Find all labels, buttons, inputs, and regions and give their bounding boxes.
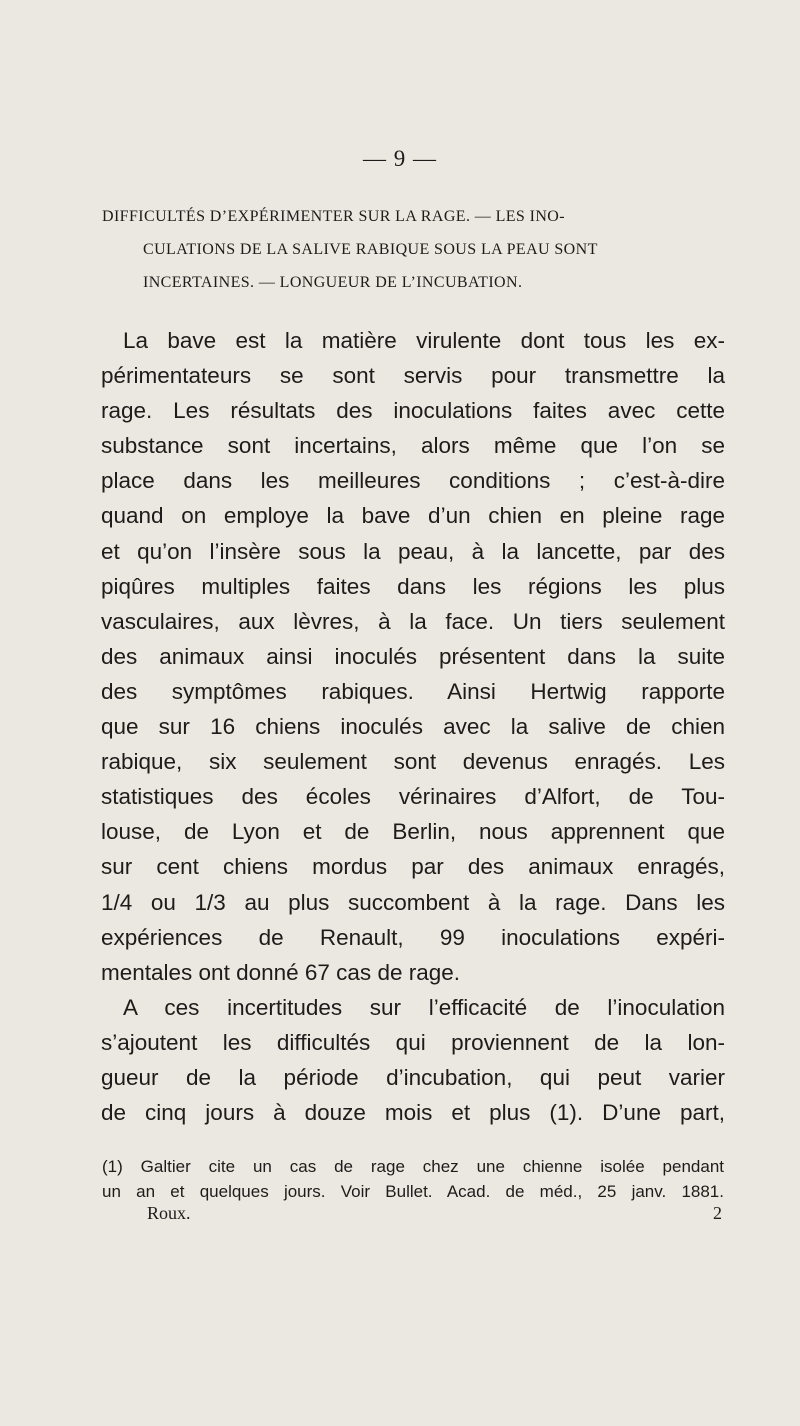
- text-line: place dans les meilleures conditions ; c’est-à-dire: [101, 468, 725, 494]
- text-line: La bave est la matière virulente dont tous les ex-: [123, 328, 725, 353]
- text-line: 1/4 ou 1/3 au plus succombent à la rage. Dans les: [101, 889, 725, 915]
- body-text: [101, 323, 725, 1130]
- text-line: A ces incertitudes sur l’efficacité de l’inoculation: [123, 994, 725, 1020]
- text-line: substance sont incertains, alors même que l’on se: [101, 433, 725, 459]
- page-footer: [147, 1203, 722, 1224]
- footnote-line: un an et quelques jours. Voir Bullet. Acad. de méd., 25 janv. 1881.: [102, 1182, 724, 1201]
- text-line: mentales ont donné 67 cas de rage.: [101, 959, 461, 985]
- footnote: [102, 1154, 724, 1204]
- text-line: rage. Les résultats des inoculations faites avec cette: [101, 398, 725, 424]
- footer-signature: 2: [713, 1203, 722, 1223]
- chapter-heading: [100, 200, 720, 299]
- text-line: vasculaires, aux lèvres, à la face. Un tiers seulement: [101, 608, 725, 634]
- text-line: des animaux ainsi inoculés présentent dans la suite: [101, 643, 725, 669]
- page-number: — 9 —: [363, 146, 437, 171]
- text-line: rabique, six seulement sont devenus enragés. Les: [101, 749, 725, 775]
- text-line: quand on employe la bave d’un chien en pleine rage: [101, 503, 725, 529]
- text-line: gueur de la période d’incubation, qui peut varier: [101, 1064, 725, 1090]
- text-line: statistiques des écoles vérinaires d’Alfort, de Tou-: [101, 784, 725, 810]
- heading-line: CULATIONS DE LA SALIVE RABIQUE SOUS LA PEAU SONT: [143, 241, 598, 258]
- footnote-line: (1) Galtier cite un cas de rage chez une chienne isolée pendant: [102, 1157, 724, 1176]
- text-line: des symptômes rabiques. Ainsi Hertwig rapporte: [101, 678, 725, 704]
- text-line: de cinq jours à douze mois et plus (1). D’une part,: [101, 1100, 725, 1126]
- text-line: et qu’on l’insère sous la peau, à la lancette, par des: [101, 538, 725, 564]
- text-line: s’ajoutent les difficultés qui proviennent de la lon-: [101, 1029, 725, 1055]
- heading-line: INCERTAINES. — LONGUEUR DE L’INCUBATION.: [143, 274, 523, 291]
- text-line: que sur 16 chiens inoculés avec la salive de chien: [101, 714, 725, 740]
- text-line: louse, de Lyon et de Berlin, nous apprennent que: [101, 819, 725, 845]
- heading-line: DIFFICULTÉS D’EXPÉRIMENTER SUR LA RAGE. — LES INO-: [102, 208, 565, 225]
- text-line: expériences de Renault, 99 inoculations expéri-: [101, 924, 725, 950]
- text-line: périmentateurs se sont servis pour transmettre la: [101, 363, 725, 389]
- footer-author: Roux.: [147, 1203, 191, 1223]
- text-line: piqûres multiples faites dans les régions les plus: [101, 573, 725, 599]
- text-line: sur cent chiens mordus par des animaux enragés,: [101, 854, 725, 880]
